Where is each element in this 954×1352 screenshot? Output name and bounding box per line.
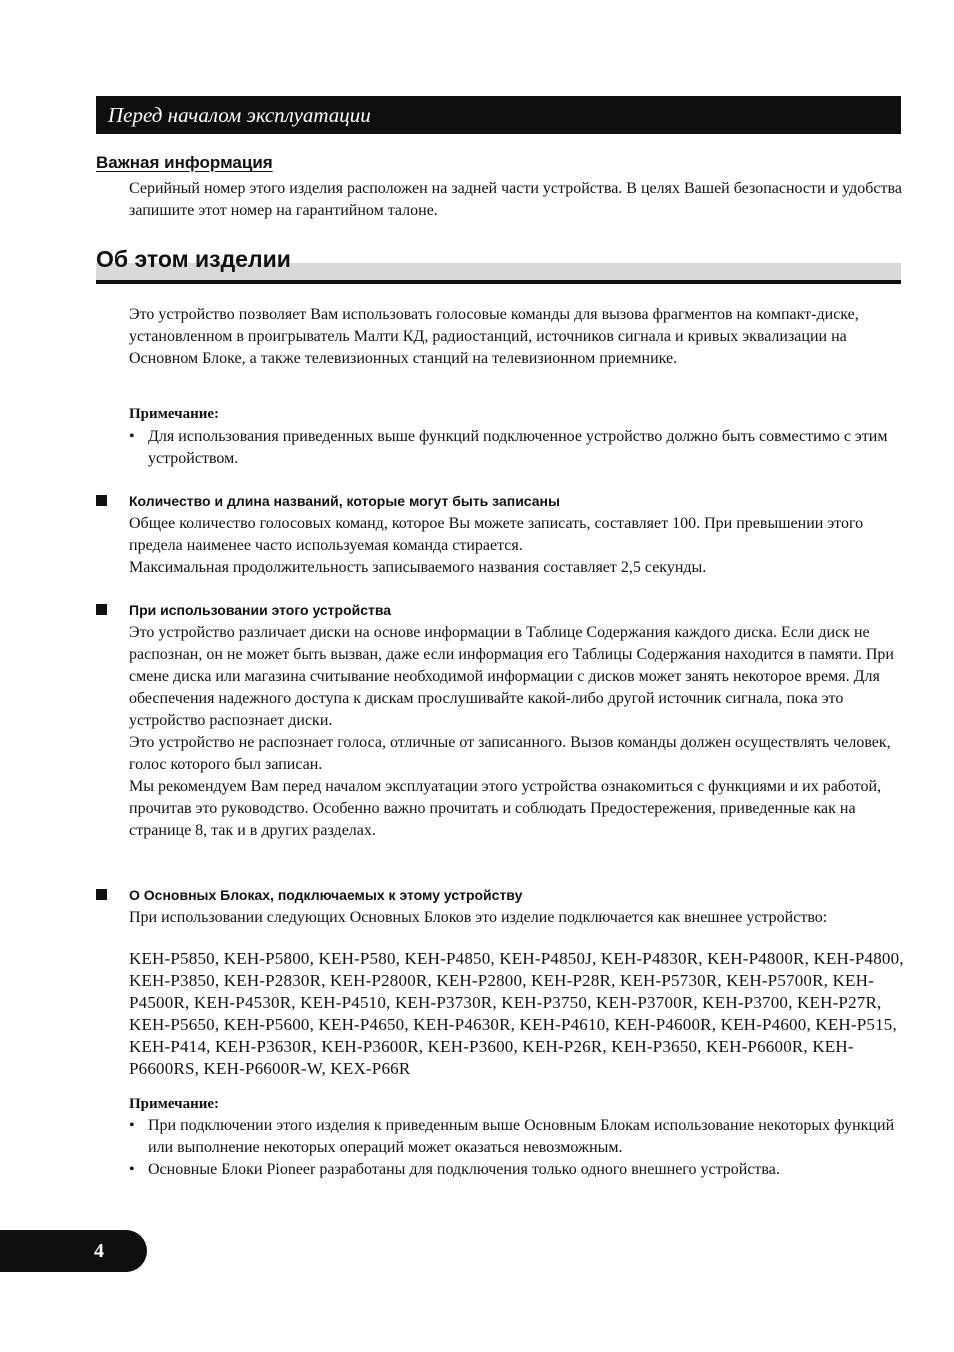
bullet-dot: •: [129, 1161, 135, 1178]
use-paragraph-2: Это устройство не распознает голоса, отличные от записанного. Вызов команды должен осуществлять человек, голос которого был записан.: [129, 734, 891, 773]
count-paragraph-2: Максимальная продолжительность записываемого названия составляет 2,5 секунды.: [129, 559, 707, 576]
about-title-block: [96, 243, 901, 285]
important-info-text: [129, 178, 904, 222]
bullet-text: Основные Блоки Pioneer разработаны для подключения только одного внешнего устройства.: [148, 1161, 780, 1178]
about-intro-paragraph: Это устройство позволяет Вам использовать голосовые команды для вызова фрагментов на компакт-диске, установленном в проигрыватель Малти КД, радиостанций, источников сигнала и кривых эквализации на Основном Блоке, а также телевизионных станций на телевизионном приемнике.: [129, 306, 859, 367]
use-paragraph-1: Это устройство различает диски на основе информации в Таблице Содержания каждого диска. Если диск не распознан, он не может быть вызван, даже если информация его Таблицы Содержания находится в памяти. При смене диска или магазина считывание необходимой информации с дисков может занять некоторое время. Для обеспечения надежного доступа к дискам прослушивайте какой-либо другой источник сигнала, пока это устройство распознает диски.: [129, 624, 894, 729]
list-item: [129, 426, 904, 470]
units-paragraph-1: При использовании следующих Основных Блоков это изделие подключается как внешнее устройство:: [129, 909, 828, 926]
model-list: KEH-P5850, KEH-P5800, KEH-P580, KEH-P4850, KEH-P4850J, KEH-P4830R, KEH-P4800R, KEH-P4800, KEH-P3850, KEH-P2830R, KEH-P2800R, KEH-P2800, KEH-P28R, KEH-P5730R, KEH-P5700R, KEH-P4500R, KEH-P4530R, KEH-P4510, KEH-P3730R, KEH-P3750, KEH-P3700R, KEH-P3700, KEH-P27R, KEH-P5650, KEH-P5600, KEH-P4650, KEH-P4630R, KEH-P4610, KEH-P4600R, KEH-P4600, KEH-P515, KEH-P414, KEH-P3630R, KEH-P3600R, KEH-P3600, KEH-P26R, KEH-P3650, KEH-P6600R, KEH-P6600RS, KEH-P6600R-W, KEX-P66R: [129, 949, 904, 1078]
use-subheading-label: При использовании этого устройства: [129, 602, 392, 618]
square-bullet-icon: [96, 495, 107, 506]
bullet-text: Для использования приведенных выше функций подключенное устройство должно быть совместимо с этим устройством.: [148, 428, 888, 467]
bullet-dot: •: [129, 1117, 135, 1134]
bullet-text: При подключении этого изделия к приведенным выше Основным Блокам использование некоторых функций или выполнение некоторых операций может оказаться невозможным.: [148, 1117, 895, 1156]
about-note-label: Примечание:: [129, 406, 220, 422]
page-number-tab: [0, 1230, 147, 1272]
bullet-dot: •: [129, 428, 135, 445]
important-info-heading: Важная информация: [96, 153, 273, 172]
count-text: [129, 513, 904, 579]
about-intro: [129, 304, 904, 370]
units-subheading-label: О Основных Блоках, подключаемых к этому устройству: [129, 887, 523, 903]
count-subheading-label: Количество и длина названий, которые могут быть записаны: [129, 493, 560, 509]
page-number: 4: [94, 1240, 104, 1262]
title-underline-rule: [96, 280, 901, 284]
units-note-label: Примечание:: [129, 1096, 220, 1112]
list-item: [129, 1159, 904, 1181]
units-note-list: [129, 1115, 904, 1181]
count-paragraph-1: Общее количество голосовых команд, которое Вы можете записать, составляет 100. При превышении этого предела наименее часто используемая команда стирается.: [129, 515, 864, 554]
units-intro: [129, 907, 904, 929]
about-note-list: [129, 426, 904, 470]
square-bullet-icon: [96, 604, 107, 615]
important-info-paragraph: Серийный номер этого изделия расположен на задней части устройства. В целях Вашей безопасности и удобства запишите этот номер на гарантийном талоне.: [129, 180, 902, 219]
about-title: Об этом изделии: [96, 246, 291, 272]
square-bullet-icon: [96, 889, 107, 900]
use-text: [129, 622, 904, 842]
chapter-title-bar: Перед началом эксплуатации: [96, 96, 901, 134]
list-item: [129, 1115, 904, 1159]
use-paragraph-3: Мы рекомендуем Вам перед началом эксплуатации этого устройства ознакомиться с функциями и их работой, прочитав это руководство. Особенно важно прочитать и соблюдать Предостережения, приведенные как на странице 8, так и в других разделах.: [129, 778, 882, 839]
